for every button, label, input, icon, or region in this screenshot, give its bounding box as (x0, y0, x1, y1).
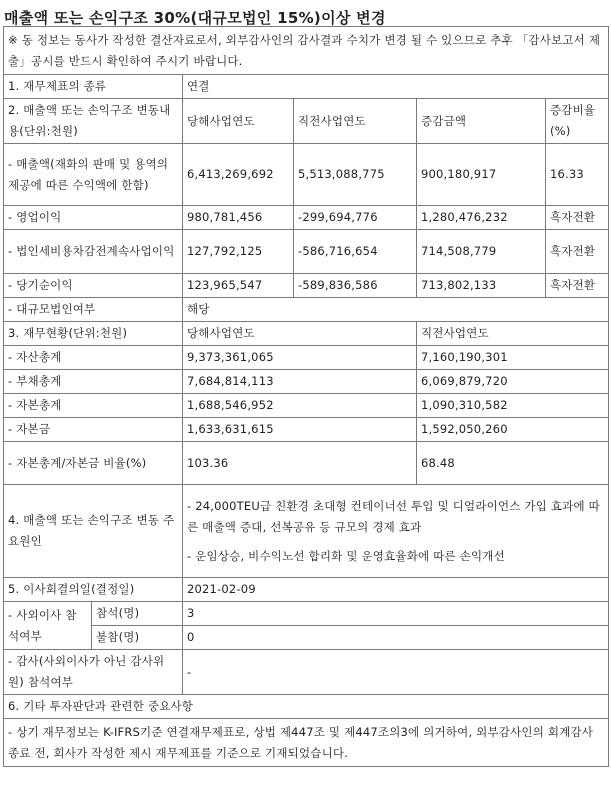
absent-value: 0 (183, 626, 609, 650)
s3-row-previous: 1,592,050,260 (417, 418, 609, 442)
s2-row-change: 714,508,779 (417, 230, 546, 274)
absent-label: 불참(명) (92, 626, 183, 650)
s3-row-current: 1,688,546,952 (183, 394, 417, 418)
large-corp-label: - 대규모법인여부 (4, 298, 183, 322)
s2-row-current: 980,781,456 (183, 206, 294, 230)
large-corp-value: 해당 (183, 298, 609, 322)
s2-row-label: - 당기순이익 (4, 274, 183, 298)
s4-cause (183, 485, 609, 578)
s3-row-current: 103.36 (183, 442, 417, 485)
s3-row-label: - 자산총계 (4, 346, 183, 370)
s3-label: 3. 재무현황(단위:천원) (4, 322, 183, 346)
s2-row-rate: 16.33 (546, 144, 609, 206)
auditor-value: - (183, 650, 609, 695)
auditor-label: - 감사(사외이사가 아닌 감사위원) 참석여부 (4, 650, 183, 695)
s3-row-current: 9,373,361,065 (183, 346, 417, 370)
s3-row-previous: 6,069,879,720 (417, 370, 609, 394)
s3-row-previous: 7,160,190,301 (417, 346, 609, 370)
s2-row-label: - 영업이익 (4, 206, 183, 230)
s3-row-previous: 1,090,310,582 (417, 394, 609, 418)
s4-label: 4. 매출액 또는 손익구조 변동 주요원인 (4, 485, 183, 578)
s3-row-previous: 68.48 (417, 442, 609, 485)
s2-col-previous: 직전사업연도 (294, 99, 417, 144)
s2-row-change: 1,280,476,232 (417, 206, 546, 230)
s2-col-current: 당해사업연도 (183, 99, 294, 144)
page-title: 매출액 또는 손익구조 30%(대규모법인 15%)이상 변경 (4, 9, 386, 27)
s3-row-label: - 자본총계 (4, 394, 183, 418)
s1-label: 1. 재무제표의 종류 (4, 75, 183, 99)
s2-row-rate: 흑자전환 (546, 274, 609, 298)
notice-text: ※ 동 정보는 동사가 작성한 결산자료로서, 외부감사인의 감사결과 수치가 변경 될 수 있으므로 추후 「감사보고서 제출」공시를 반드시 확인하여 주시기 바랍니다. (4, 27, 609, 75)
s2-row-current: 6,413,269,692 (183, 144, 294, 206)
present-value: 3 (183, 602, 609, 626)
s2-row-label: - 매출액(재화의 판매 및 용역의 제공에 따른 수익액에 한함) (4, 144, 183, 206)
s6-label: 6. 기타 투자판단과 관련한 중요사항 (4, 695, 609, 719)
s2-col-change: 증감금액 (417, 99, 546, 144)
s4-cause-line: - 운임상승, 비수익노선 합리화 및 운영효율화에 따른 손익개선 (187, 548, 505, 563)
s2-col-rate: 증감비율(%) (546, 99, 609, 144)
s4-cause-line: - 24,000TEU급 친환경 초대형 컨테이너선 투입 및 디얼라이언스 가입 효과에 따른 매출액 증대, 선복공유 등 규모의 경제 효과 (187, 498, 600, 534)
s2-row-label: - 법인세비용차감전계속사업이익 (4, 230, 183, 274)
s5-label: 5. 이사회결의일(결정일) (4, 578, 183, 602)
s2-row-change: 713,802,133 (417, 274, 546, 298)
s2-row-current: 123,965,547 (183, 274, 294, 298)
s3-row-current: 1,633,631,615 (183, 418, 417, 442)
s3-col-current: 당해사업연도 (183, 322, 417, 346)
s2-label: 2. 매출액 또는 손익구조 변동내용(단위:천원) (4, 99, 183, 144)
s3-col-previous: 직전사업연도 (417, 322, 609, 346)
s2-row-rate: 흑자전환 (546, 206, 609, 230)
s5-value: 2021-02-09 (183, 578, 609, 602)
s2-row-rate: 흑자전환 (546, 230, 609, 274)
s2-row-previous: 5,513,088,775 (294, 144, 417, 206)
s3-row-label: - 자본총계/자본금 비율(%) (4, 442, 183, 485)
s3-row-label: - 부채총계 (4, 370, 183, 394)
disclosure-table (3, 26, 609, 767)
s6-text: - 상기 재무정보는 K-IFRS기준 연결재무제표로, 상법 제447조 및 제447조의3에 의거하여, 외부감사인의 회계감사 종료 전, 회사가 작성한 제시 재무제표를 기준으로 기재되었습니다. (4, 719, 609, 767)
s2-row-change: 900,180,917 (417, 144, 546, 206)
outside-director-label: - 사외이사 참석여부 (4, 602, 92, 650)
s3-row-label: - 자본금 (4, 418, 183, 442)
s2-row-previous: -299,694,776 (294, 206, 417, 230)
s2-row-previous: -589,836,586 (294, 274, 417, 298)
s3-row-current: 7,684,814,113 (183, 370, 417, 394)
s2-row-current: 127,792,125 (183, 230, 294, 274)
s2-row-previous: -586,716,654 (294, 230, 417, 274)
s1-value: 연결 (183, 75, 609, 99)
present-label: 참석(명) (92, 602, 183, 626)
